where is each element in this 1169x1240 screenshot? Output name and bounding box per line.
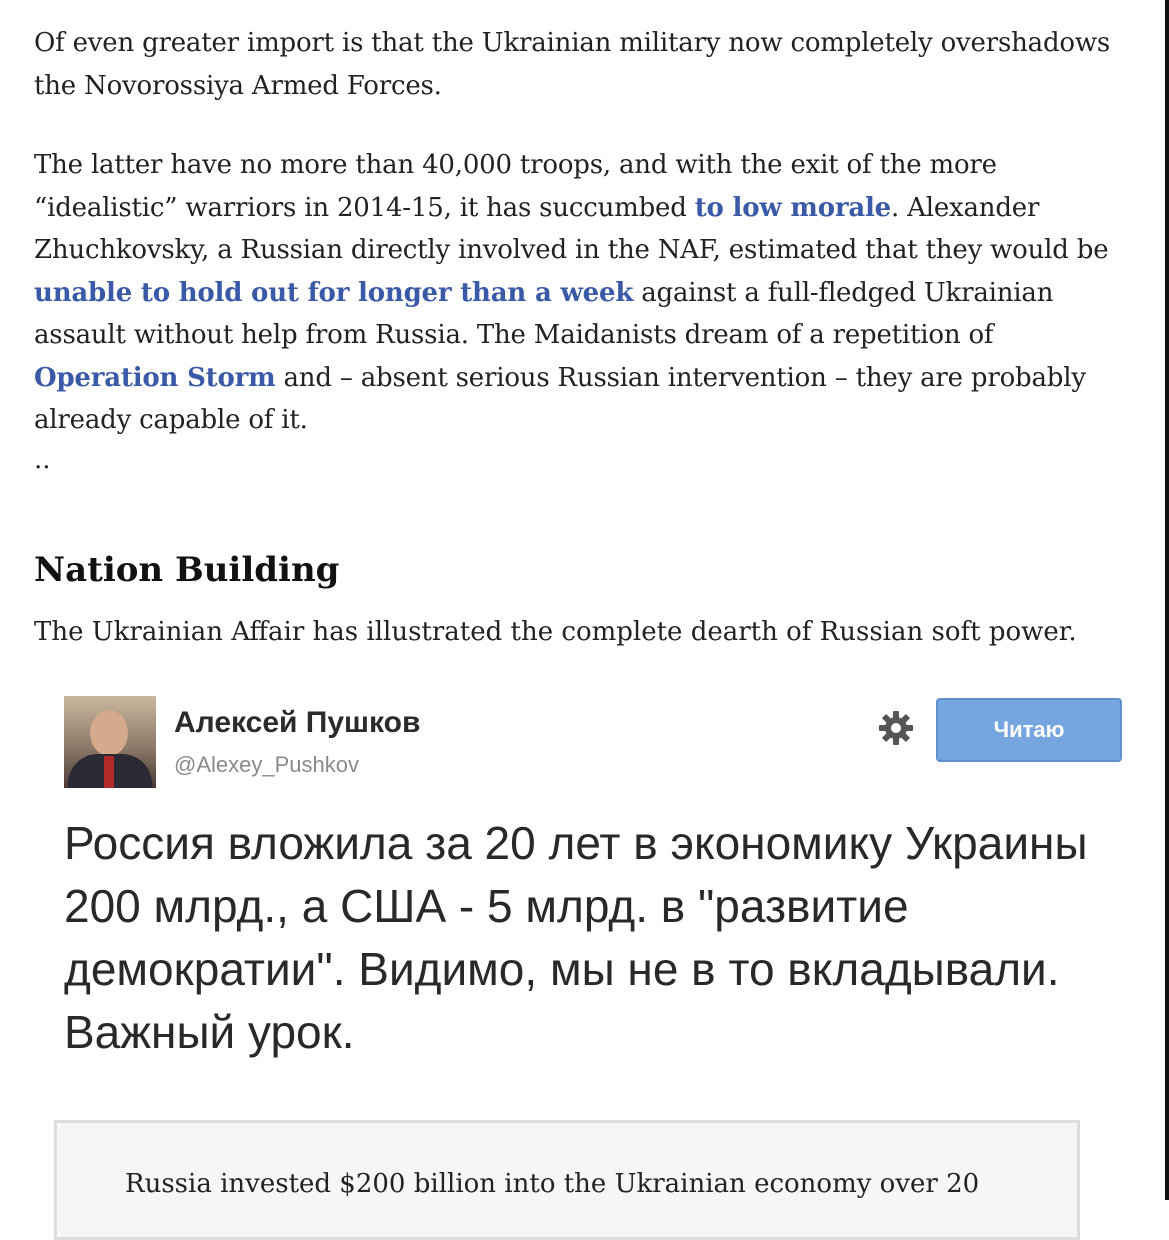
tweet-author-name: Алексей Пушков: [174, 706, 421, 739]
link-low-morale[interactable]: to low morale: [694, 192, 892, 223]
paragraph-text: and – absent serious Russian intervention – they are probably already capable of it.: [34, 362, 1086, 435]
page-right-border: [1165, 0, 1169, 1200]
tweet-author-handle: @Alexey_Pushkov: [174, 752, 359, 777]
translation-blockquote: [54, 1120, 1080, 1240]
paragraph-military: Of even greater import is that the Ukrainian military now completely overshadows the Novorossiya Armed Forces.: [34, 28, 1111, 101]
follow-button: Читаю: [936, 698, 1122, 762]
section-heading: Nation Building: [34, 550, 340, 590]
avatar: [64, 696, 156, 788]
gear-icon: [876, 708, 916, 748]
article-body: [34, 22, 1129, 442]
link-unable-to-hold-out[interactable]: unable to hold out for longer than a week: [34, 277, 634, 308]
translation-text: Russia invested $200 billion into the Ukrainian economy over 20: [125, 1169, 980, 1199]
paragraph-text: against a full-fledged Ukrainian assault without help from Russia. The Maidanists dream of a repetition of: [34, 277, 1054, 350]
paragraph-naf: [34, 144, 1129, 442]
embedded-tweet-image: [62, 690, 1132, 1090]
paragraph-text: . Alexander Zhuchkovsky, a Russian directly involved in the NAF, estimated that they would be: [34, 192, 1109, 265]
intro-paragraph: The Ukrainian Affair has illustrated the complete dearth of Russian soft power.: [34, 617, 1077, 647]
ellipsis-separator: ..: [34, 445, 51, 475]
tweet-text: Россия вложила за 20 лет в экономику Украины 200 млрд., а США - 5 млрд. в "развитие демократии". Видимо, мы не в то вкладывали. Важный урок.: [64, 817, 1088, 1058]
paragraph-text: The latter have no more than 40,000 troops, and with the exit of the more “idealistic” warriors in 2014-15, it has succumbed: [34, 150, 997, 223]
link-operation-storm[interactable]: Operation Storm: [34, 362, 276, 393]
